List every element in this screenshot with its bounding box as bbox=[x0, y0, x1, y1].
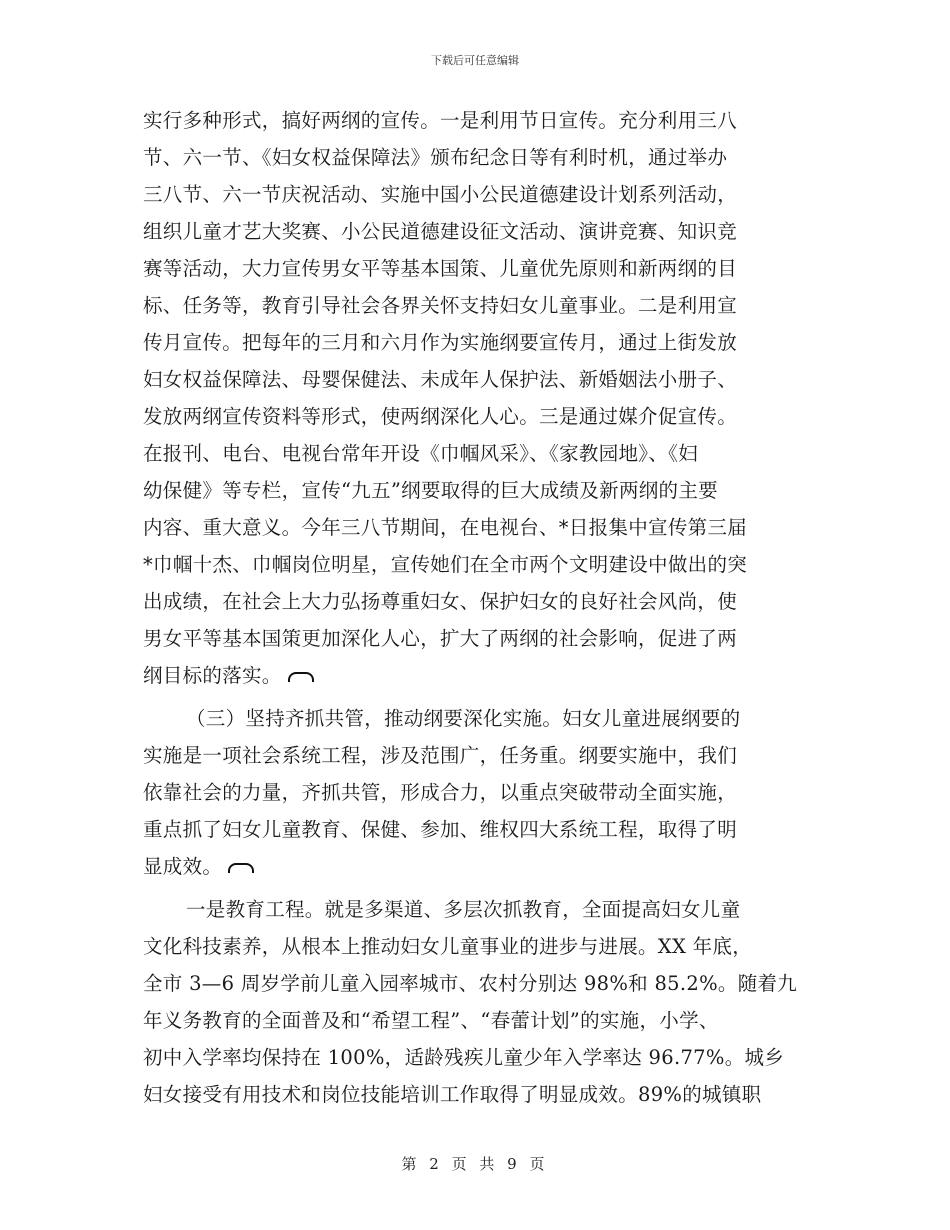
text-line: 依靠社会的力量，齐抓共管，形成合力，以重点突破带动全面实施， bbox=[143, 781, 738, 804]
text-line: 节、六一节、《妇女权益保障法》颁布纪念日等有利时机，通过举办 bbox=[143, 146, 728, 169]
text-line: 组织儿童才艺大奖赛、小公民道德建设征文活动、演讲竞赛、知识竞 bbox=[143, 220, 738, 243]
paragraph-mark-icon bbox=[288, 672, 314, 682]
text-line: 男女平等基本国策更加深化人心，扩大了两纲的社会影响，促进了两 bbox=[143, 627, 738, 650]
text-line: 纲目标的落实。 bbox=[143, 659, 314, 693]
text-line: 内容、重大意义。今年三八节期间，在电视台、*日报集中宣传第三届 bbox=[143, 516, 748, 539]
paragraph-mark-icon bbox=[228, 863, 254, 873]
text-line: 一是教育工程。就是多渠道、多层次抓教育，全面提高妇女儿童 bbox=[186, 898, 741, 921]
text-line: 重点抓了妇女儿童教育、保健、参加、维权四大系统工程，取得了明 bbox=[143, 818, 738, 841]
text-line: 发放两纲宣传资料等形式，使两纲深化人心。三是通过媒介促宣传。 bbox=[143, 405, 738, 428]
text-line: 传月宣传。把每年的三月和六月作为实施纲要宣传月，通过上街发放 bbox=[143, 331, 738, 354]
text-line: 全市 3—6 周岁学前儿童入园率城市、农村分别达 98%和 85.2%。随着九 bbox=[143, 972, 798, 995]
page-header: 下载后可任意编辑 bbox=[431, 54, 519, 67]
page-footer: 第 2 页 共 9 页 bbox=[401, 1155, 549, 1173]
text-line: 初中入学率均保持在 100%，适龄残疾儿童少年入学率达 96.77%。城乡 bbox=[143, 1046, 785, 1069]
text-line: *巾帼十杰、巾帼岗位明星，宣传她们在全市两个文明建设中做出的突 bbox=[143, 553, 748, 576]
text-line: 实施是一项社会系统工程，涉及范围广，任务重。纲要实施中，我们 bbox=[143, 744, 738, 767]
text-line: 三八节、六一节庆祝活动、实施中国小公民道德建设计划系列活动， bbox=[143, 183, 738, 206]
text-line: 妇女权益保障法、母婴保健法、未成年人保护法、新婚姻法小册子、 bbox=[143, 368, 738, 391]
text-line: 实行多种形式，搞好两纲的宣传。一是利用节日宣传。充分利用三八 bbox=[143, 109, 738, 132]
text-line: 标、任务等，教育引导社会各界关怀支持妇女儿童事业。二是利用宣 bbox=[143, 294, 738, 317]
text-line: 出成绩，在社会上大力弘扬尊重妇女、保护妇女的良好社会风尚，使 bbox=[143, 590, 738, 613]
text-line: 文化科技素养，从根本上推动妇女儿童事业的进步与进展。XX 年底， bbox=[143, 935, 753, 958]
text-line: 幼保健》等专栏，宣传“九五”纲要取得的巨大成绩及新两纲的主要 bbox=[143, 479, 718, 502]
text-line: （三）坚持齐抓共管，推动纲要深化实施。妇女儿童进展纲要的 bbox=[186, 707, 741, 730]
text-line: 赛等活动，大力宣传男女平等基本国策、儿童优先原则和新两纲的目 bbox=[143, 257, 738, 280]
text-line: 妇女接受有用技术和岗位技能培训工作取得了明显成效。89%的城镇职 bbox=[143, 1083, 762, 1106]
text-line: 年义务教育的全面普及和“希望工程”、“春蕾计划”的实施，小学、 bbox=[143, 1009, 719, 1032]
text-line: 显成效。 bbox=[143, 850, 254, 884]
text-line: 在报刊、电台、电视台常年开设《巾帼风采》、《家教园地》、《妇 bbox=[143, 442, 699, 465]
